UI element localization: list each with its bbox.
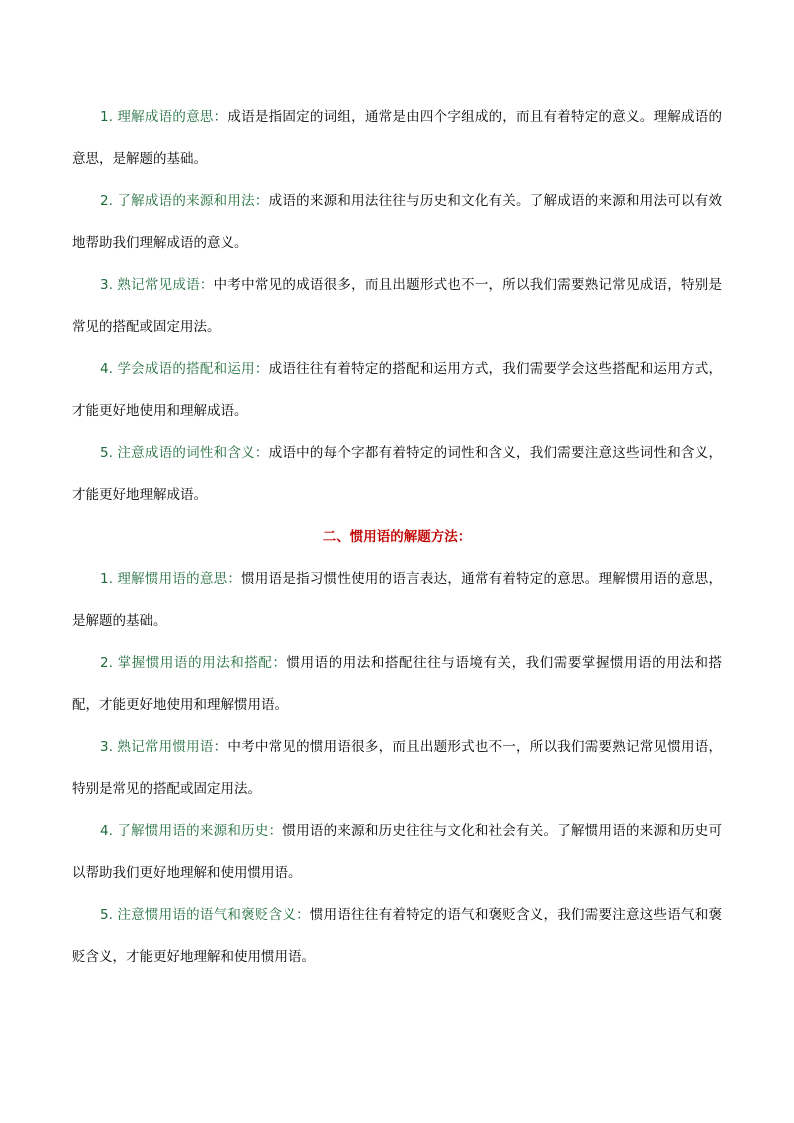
item-lead: 1. 理解惯用语的意思： xyxy=(100,571,242,587)
item-lead: 3. 熟记常用惯用语： xyxy=(100,739,228,755)
item-text: 中考中常见的成语很多，而且出题形式也不一，所以我们需要熟记常见成语，特别是常见的搭配或固定用法。 xyxy=(72,277,722,335)
item-text: 惯用语的用法和搭配往往与语境有关，我们需要掌握惯用语的用法和搭配，才能更好地使用和理解惯用语。 xyxy=(72,655,723,713)
item-lead: 2. 掌握惯用语的用法和搭配： xyxy=(100,655,287,671)
item-lead: 1. 理解成语的意思： xyxy=(100,109,228,125)
item-text: 成语的来源和用法往往与历史和文化有关。了解成语的来源和用法可以有效地帮助我们理解成语的意义。 xyxy=(72,193,722,251)
paragraph-idiom-1 xyxy=(72,96,722,180)
item-text: 成语是指固定的词组，通常是由四个字组成的，而且有着特定的意义。理解成语的意思，是解题的基础。 xyxy=(72,109,723,167)
paragraph-idiom-2 xyxy=(72,180,722,264)
item-lead: 4. 学会成语的搭配和运用： xyxy=(100,361,269,377)
item-text: 惯用语是指习惯性使用的语言表达，通常有着特定的意思。理解惯用语的意思，是解题的基础。 xyxy=(72,571,723,629)
section-heading: 二、惯用语的解题方法： xyxy=(322,529,472,545)
paragraph-phrase-4 xyxy=(72,810,722,894)
item-lead: 3. 熟记常见成语： xyxy=(100,277,214,293)
item-lead: 5. 注意成语的词性和含义： xyxy=(100,445,269,461)
paragraph-phrase-3 xyxy=(72,726,722,810)
paragraph-idiom-5 xyxy=(72,432,722,516)
item-text: 成语往往有着特定的搭配和运用方式，我们需要学会这些搭配和运用方式，才能更好地使用和理解成语。 xyxy=(72,361,722,419)
item-lead: 4. 了解惯用语的来源和历史： xyxy=(100,823,283,839)
paragraph-idiom-4 xyxy=(72,348,722,432)
paragraph-phrase-2 xyxy=(72,642,722,726)
item-lead: 5. 注意惯用语的语气和褒贬含义： xyxy=(100,907,310,923)
item-text: 惯用语的来源和历史往往与文化和社会有关。了解惯用语的来源和历史可以帮助我们更好地理解和使用惯用语。 xyxy=(72,823,723,881)
item-text: 中考中常见的惯用语很多，而且出题形式也不一，所以我们需要熟记常见惯用语，特别是常见的搭配或固定用法。 xyxy=(72,739,723,797)
document-page xyxy=(72,96,722,978)
paragraph-idiom-3 xyxy=(72,264,722,348)
item-text: 成语中的每个字都有着特定的词性和含义，我们需要注意这些词性和含义，才能更好地理解成语。 xyxy=(72,445,722,503)
paragraph-phrase-5 xyxy=(72,894,722,978)
item-lead: 2. 了解成语的来源和用法： xyxy=(100,193,269,209)
item-text: 惯用语往往有着特定的语气和褒贬含义，我们需要注意这些语气和褒贬含义，才能更好地理解和使用惯用语。 xyxy=(72,907,723,965)
paragraph-phrase-1 xyxy=(72,558,722,642)
